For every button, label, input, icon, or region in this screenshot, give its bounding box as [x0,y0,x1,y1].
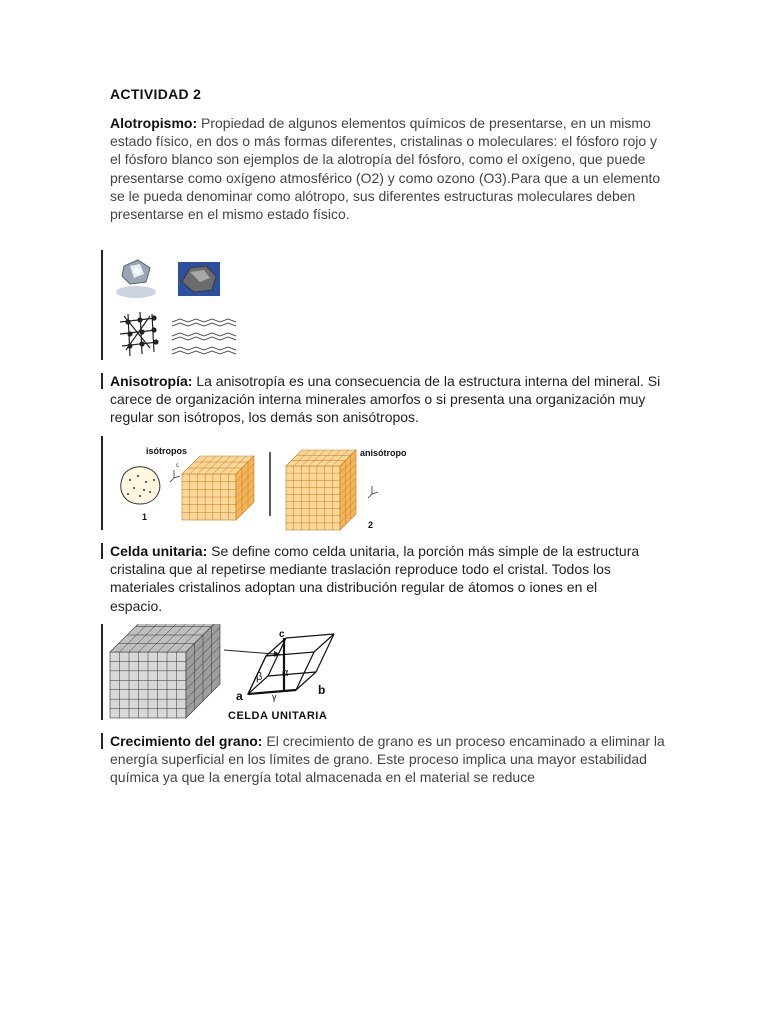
figure-number-1: 1 [142,512,148,522]
unit-cell-figure [108,624,348,724]
text-celda: Se define como celda unitaria, la porción más simple de la estructura cristalina que al repetirse mediante traslación reproduce todo el cristal. Todos los materiales cristalinos adoptan una distribución regular de átomos o iones en el espacio. [110,543,640,614]
axes-left [170,470,180,482]
section-crecimiento [110,732,666,787]
section-marker [101,543,103,559]
axis-c-left: c [176,463,179,469]
cell-angle-alpha: α [282,667,289,679]
crystal-lattice-cube [110,624,220,718]
term-crecimiento: Crecimiento del grano: [110,733,263,749]
isotropic-cube [182,456,254,520]
text-crecimiento: El crecimiento de grano es un proceso encaminado a eliminar la energía superficial en los límites de grano. Este proceso implica una mayor estabilidad química ya que la energía total almacenada en el material se reduce [110,733,665,786]
cell-label-b: b [318,683,326,697]
cell-label-c: c [279,629,285,640]
cell-caption: CELDA UNITARIA [228,710,328,722]
term-celda: Celda unitaria: [110,543,208,559]
diamond-image [116,260,156,298]
axes-right [368,486,378,498]
section-celda [110,542,640,615]
term-anisotropia: Anisotropía: [110,373,193,389]
anisotropy-figure [110,440,410,532]
figure-border [101,436,103,530]
figure-border [101,250,103,360]
text-anisotropia: La anisotropía es una consecuencia de la estructura interna del mineral. Si carece de organización interna minerales amorfos o si presenta una organización muy regular son isótropos, los demás son anisótropos. [110,373,661,426]
amorphous-blob [121,467,160,504]
label-anisotropo: anisótropo [360,448,407,458]
text-alotropismo: Propiedad de algunos elementos químicos de presentarse, en un mismo estado físico, en dos o más formas diferentes, cristalinas o moleculares: el fósforo rojo y el fósforo blanco son ejemplos de la alotropía del fósforo, como el oxígeno, que puede presentarse como oxígeno atmosférico (O2) y como ozono (O3).Para que a un elemento se le pueda denominar como alótropo, sus diferentes estructuras moleculares deben presentarse en el mismo estado físico. [110,115,661,223]
section-alotropismo [110,114,666,223]
page-title: ACTIVIDAD 2 [110,86,202,102]
label-isotropos: isótropos [146,446,188,456]
figure-number-2: 2 [368,520,374,530]
pointer-arrow [224,650,274,654]
figure-border [101,624,103,720]
section-marker [101,733,103,749]
cell-angle-beta: β [256,671,263,683]
graphite-layers [172,319,236,354]
term-alotropismo: Alotropismo: [110,115,198,131]
section-anisotropia [110,372,670,427]
graphite-image [178,262,220,296]
allotropes-figure [110,252,240,362]
cell-label-a: a [236,689,243,703]
section-marker [101,373,103,389]
anisotropic-cube [286,450,356,530]
diamond-lattice [120,312,158,356]
unit-cell-axes [248,638,296,694]
cell-angle-gamma: γ [272,692,277,702]
